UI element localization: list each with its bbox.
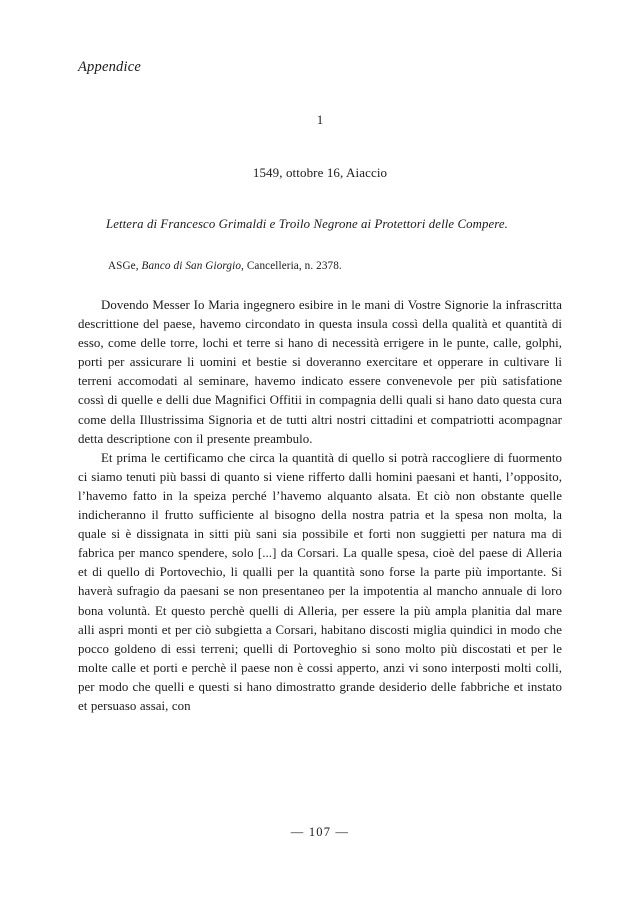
document-title: Lettera di Francesco Grimaldi e Troilo Negrone ai Protettori delle Compere. bbox=[106, 217, 508, 231]
body-paragraph: Et prima le certificamo che circa la quantità di quello si potrà raccogliere di fuormento ci siamo tenuti più bassi di quanto si viene rifferto dalli homini paesani et hanti, l’opposito, l’havemo fatto in la speiza perché l’havemo alquanto alsata. Et ciò non obstante quelle indicheranno il frutto sufficiente al bisogno della nostra patria et la spesa non molta, la quale si è dissignata in sitti più sani sia possibile et forti non suggietti per natura ma di fabrica per manco spendere, solo [...] da Corsari. La qualle spesa, cioè del paese di Alleria et di quello di Portovechio, li qualli per la quantità sono forse la parte più importante. Si haverà sufragio da paesani se non presentaneo per la impotentia al mancho annuale di loro bona voluntà. Et questo perchè quelli di Alleria, per essere la più ampla planitia dal mare alli aspri monti et per ciò subgietta a Corsari, habitano discosti miglia quindici in modo che pocco goldeno di essi terreni; quelli di Portoveghio si sono molto più discostati et per le molte calle et porti e perchè il paese non è cossi apperto, anzi vi sono interposti molti colli, per modo che quelli e questi si hano dimostratto grande desiderio delle fabbriche et instato et persuaso assai, con bbox=[78, 450, 562, 713]
document-number: 1 bbox=[316, 112, 324, 127]
running-head: Appendice bbox=[78, 59, 141, 75]
document-dateline: 1549, ottobre 16, Aiaccio bbox=[252, 165, 388, 180]
archive-prefix: ASGe, bbox=[108, 260, 142, 272]
document-body bbox=[78, 296, 562, 716]
archive-fonds: Banco di San Giorgio bbox=[141, 260, 242, 272]
archive-suffix: , Cancelleria, n. 2378. bbox=[241, 260, 342, 272]
page-number: — 107 — bbox=[290, 825, 350, 839]
body-paragraph: Dovendo Messer Io Maria ingegnero esibire in le mani di Vostre Signorie la infrascritta descrittione del paese, havemo circondato in questa insula cossì della qualità et quantità di esso, come delle torre, lochi et terre si hano di necessità errigere in le punte, calle, golphi, porti per assicurare li uomini et bestie si doveranno exercitare et opperare in cultivare li terreni accomodati al seminare, havemo indicato essere convenevole per più satisfatione cossì di quelle e delli due Magnifici Offitii in compagnia delli quali si hano dato questa cura come della Illustrissima Signoria et de tutti altri nostri cittadini et compatriotti acompagnar detta descriptione con il presente preambulo. bbox=[78, 298, 562, 446]
archival-reference bbox=[78, 257, 562, 276]
page-text-column bbox=[78, 0, 562, 716]
